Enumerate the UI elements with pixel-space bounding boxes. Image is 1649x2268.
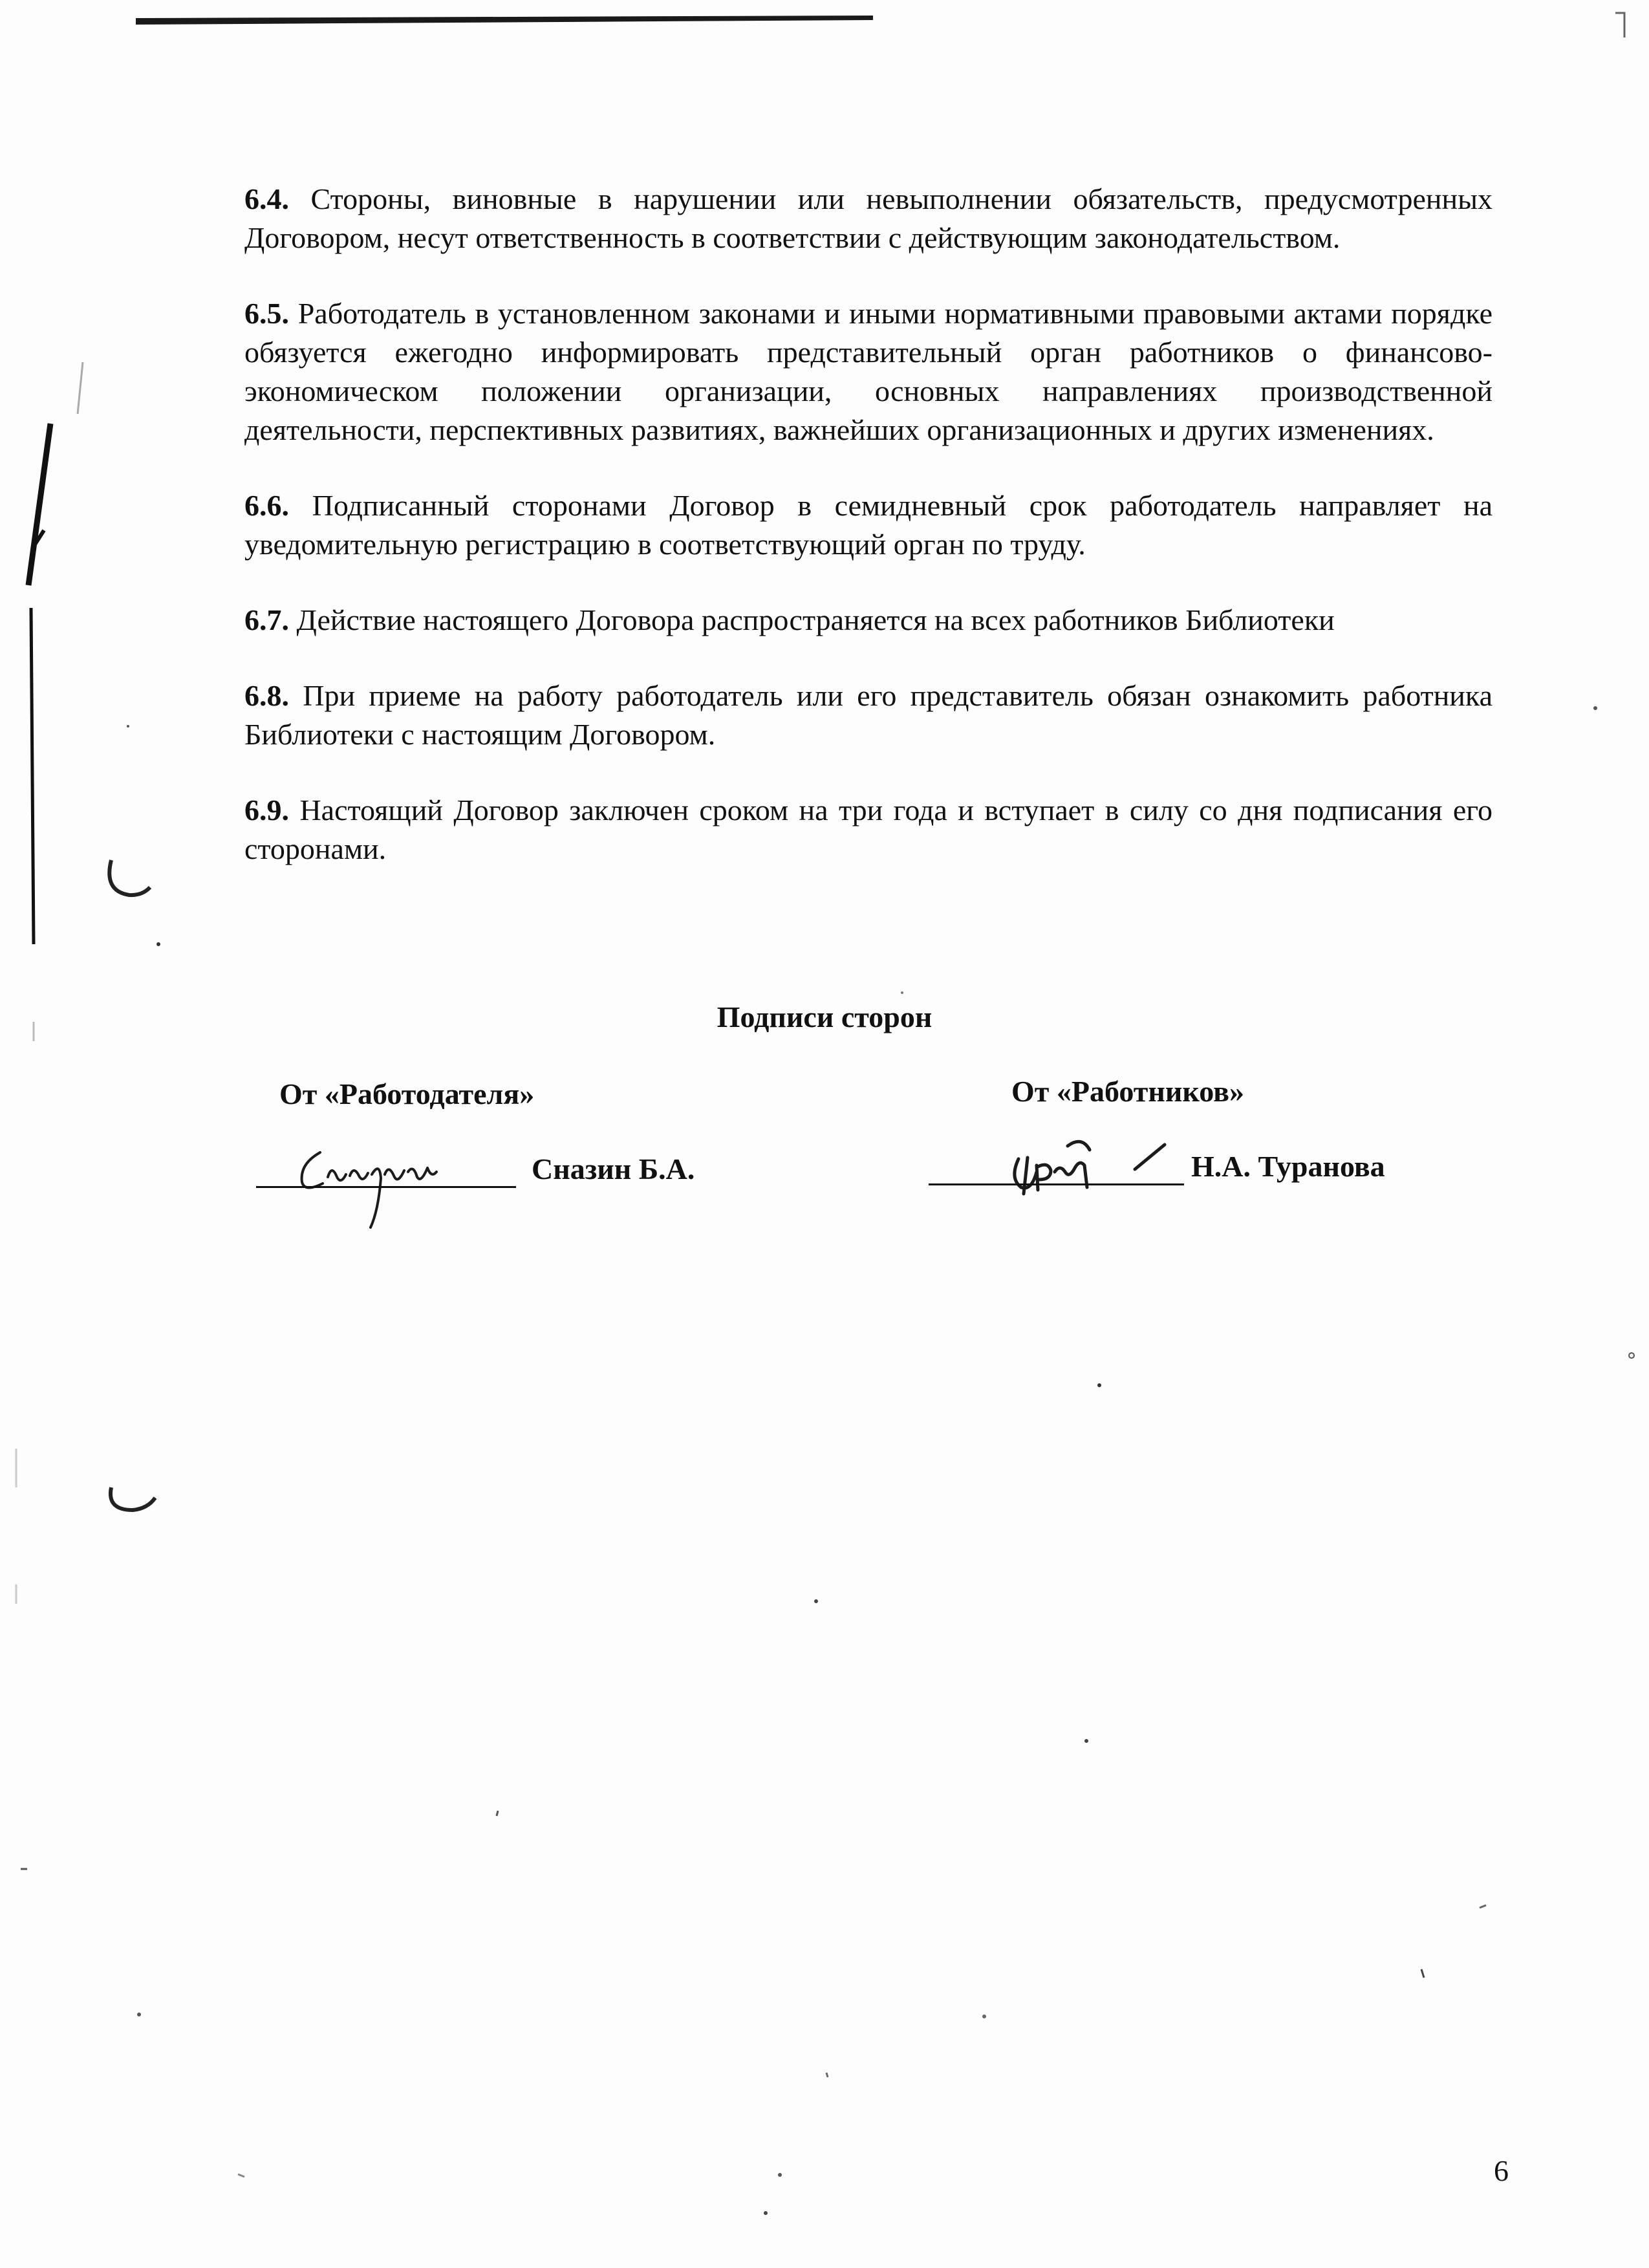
signatures-title: Подписи сторон bbox=[717, 1000, 932, 1033]
clause-6-8 bbox=[244, 676, 1493, 754]
left-faint-mark bbox=[78, 362, 83, 414]
left-binding-mark-lower bbox=[31, 608, 34, 944]
workers-signature-line bbox=[929, 1183, 1184, 1185]
workers-label: От «Работников» bbox=[1011, 1075, 1244, 1108]
clause-number: 6.7. bbox=[244, 603, 289, 636]
clause-text: Подписанный сторонами Договор в семидневный срок работодатель направляет на уведомительную регистрацию в соответствующий орган по труду. bbox=[244, 489, 1493, 561]
clause-6-7 bbox=[244, 601, 1493, 640]
punch-hole-lower bbox=[111, 1487, 155, 1510]
employer-signatory-name: Сназин Б.А. bbox=[532, 1152, 695, 1185]
page-number: 6 bbox=[1494, 2154, 1509, 2187]
punch-hole-upper bbox=[109, 860, 150, 895]
top-edge-shadow bbox=[136, 16, 873, 25]
clause-text: Действие настоящего Договора распространяется на всех работников Библиотеки bbox=[296, 603, 1335, 636]
employer-handwritten-signature bbox=[294, 1138, 462, 1229]
clause-6-9 bbox=[244, 791, 1493, 869]
clause-number: 6.6. bbox=[244, 489, 289, 522]
clause-number: 6.5. bbox=[244, 297, 289, 330]
employer-label: От «Работодателя» bbox=[279, 1077, 535, 1110]
clause-text: Настоящий Договор заключен сроком на три года и вступает в силу со дня подписания его сторонами. bbox=[244, 794, 1493, 865]
clause-text: При приеме на работу работодатель или его представитель обязан ознакомить работника Библиотеки с настоящим Договором. bbox=[244, 679, 1493, 751]
workers-signatory-name: Н.А. Туранова bbox=[1191, 1150, 1385, 1183]
clause-text: Работодатель в установленном законами и иными нормативными правовыми актами порядке обязуется ежегодно информировать представительный орган работников о финансово-экономическом положении организации, основных направлениях производственной деятельности, перспективных развитиях, важнейших организационных и других изменениях. bbox=[244, 297, 1493, 446]
left-binding-mark-upper bbox=[28, 424, 50, 585]
workers-handwritten-signature bbox=[1006, 1133, 1200, 1204]
clause-6-6 bbox=[244, 486, 1493, 564]
clause-number: 6.8. bbox=[244, 679, 289, 712]
clause-number: 6.4. bbox=[244, 182, 289, 215]
contract-clauses bbox=[244, 180, 1493, 905]
clause-text: Стороны, виновные в нарушении или невыполнении обязательств, предусмотренных Договором, несут ответственность в соответствии с действующим законодательством. bbox=[244, 182, 1493, 254]
clause-6-5 bbox=[244, 294, 1493, 449]
employer-signature-line bbox=[256, 1186, 516, 1188]
clause-number: 6.9. bbox=[244, 794, 289, 826]
top-right-corner-mark bbox=[1615, 13, 1624, 38]
clause-6-4 bbox=[244, 180, 1493, 257]
